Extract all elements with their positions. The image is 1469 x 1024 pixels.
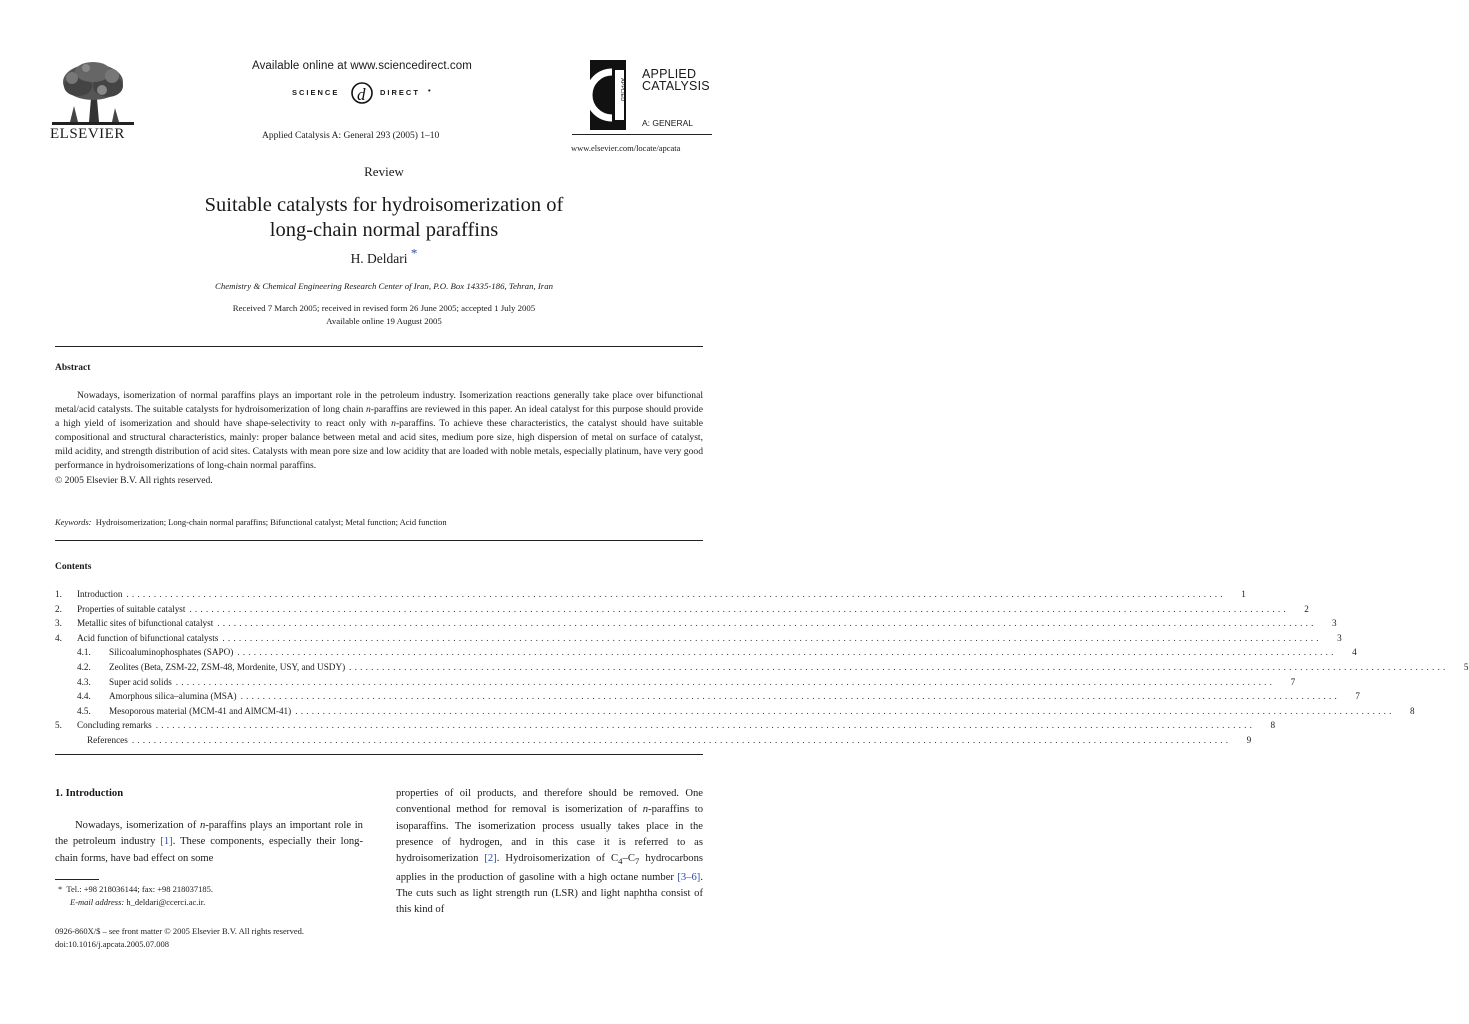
toc-leader-dots: ........................................................................................................................................................................................................ <box>131 734 1232 745</box>
footnote-contact: * Tel.: +98 218036144; fax: +98 218037185. <box>58 884 213 894</box>
toc-label: Introduction <box>77 589 123 599</box>
toc-page-number: 8 <box>1270 720 1276 731</box>
toc-leader-dots: ........................................................................................................................................................................................................ <box>189 603 1289 614</box>
toc-label: Silicoaluminophosphates (SAPO) <box>109 647 234 658</box>
journal-website-link[interactable]: www.elsevier.com/locate/apcata <box>571 143 681 153</box>
toc-entry[interactable] <box>55 632 1342 648</box>
toc-entry[interactable] <box>55 589 1246 604</box>
toc-label: Zeolites (Beta, ZSM-22, ZSM-48, Mordenite, USY, and USDY) <box>109 661 346 672</box>
toc-leader-dots: ........................................................................................................................................................................................................ <box>349 661 1449 672</box>
footnote <box>58 883 213 909</box>
journal-logo-line1: APPLIED <box>642 67 697 81</box>
toc-leader-dots: ........................................................................................................................................................................................................ <box>126 589 1226 599</box>
logo-rule <box>572 134 712 135</box>
keywords-list: Hydroisomerization; Long-chain normal paraffins; Bifunctional catalyst; Metal function; Acid function <box>95 517 447 527</box>
sd-left-word: SCIENCE <box>292 88 340 97</box>
journal-logo-line2: CATALYSIS <box>642 79 710 93</box>
contents-bottom-rule <box>55 754 703 755</box>
article-type: Review <box>364 164 404 179</box>
toc-entry[interactable] <box>55 720 1276 735</box>
toc-number: 3. <box>55 618 62 629</box>
sd-mark: • <box>428 86 433 95</box>
toc-subnumber: 4.2. <box>77 661 91 672</box>
toc-number: 1. <box>55 589 62 599</box>
abstract-heading: Abstract <box>55 363 91 373</box>
right-column-text <box>396 786 703 918</box>
toc-page-number: 8 <box>1409 705 1415 716</box>
journal-logo-subtitle: A: GENERAL <box>642 118 694 128</box>
available-online-text: Available online at www.sciencedirect.com <box>252 60 472 72</box>
toc-entry[interactable] <box>55 676 1296 692</box>
toc-leader-dots: ........................................................................................................................................................................................................ <box>237 647 1337 658</box>
toc-subnumber: 4.1. <box>77 647 91 658</box>
article-dates <box>0 302 768 328</box>
toc-page-number: 9 <box>1246 734 1252 745</box>
toc-entry[interactable] <box>55 691 1360 706</box>
toc-page-number: 3 <box>1337 632 1342 643</box>
toc-page-number: 7 <box>1290 676 1296 687</box>
article-title <box>0 193 768 243</box>
sciencedirect-logo <box>292 80 442 106</box>
available-date: Available online 19 August 2005 <box>326 316 442 326</box>
toc-number: 2. <box>55 603 62 614</box>
toc-page-number: 4 <box>1352 647 1357 658</box>
abstract-copyright: © 2005 Elsevier B.V. All rights reserved. <box>55 474 213 486</box>
footer-copyright: 0926-860X/$ – see front matter © 2005 Elsevier B.V. All rights reserved. <box>55 926 304 936</box>
table-of-contents <box>55 589 1469 750</box>
toc-page-number: 3 <box>1332 618 1337 629</box>
keywords-label: Keywords: <box>55 517 92 527</box>
page-footer <box>55 925 304 951</box>
toc-subnumber: 4.3. <box>77 676 91 687</box>
toc-leader-dots: ........................................................................................................................................................................................................ <box>217 618 1317 629</box>
contents-top-rule <box>55 540 703 541</box>
toc-page-number: 5 <box>1463 661 1469 672</box>
toc-number: 4. <box>55 632 62 643</box>
toc-leader-dots: ........................................................................................................................................................................................................ <box>175 676 1276 687</box>
sd-right-word: DIRECT <box>380 88 420 97</box>
toc-entry[interactable] <box>55 661 1469 677</box>
author-affiliation: Chemistry & Chemical Engineering Research Center of Iran, P.O. Box 14335-186, Tehran, Iran <box>214 281 554 291</box>
footnote-rule <box>55 879 99 880</box>
footnote-email: E-mail address: h_deldari@ccerci.ac.ir. <box>70 897 206 907</box>
intro-paragraph: Nowadays, isomerization of n-paraffins plays an important role in the petroleum industry [1]. These components, especially their long-chain forms, have bad effect on some <box>55 820 364 864</box>
toc-label: Concluding remarks <box>77 720 152 731</box>
author-footnote-link[interactable]: * <box>410 245 418 261</box>
toc-number: 5. <box>55 720 62 731</box>
author-line <box>0 245 768 267</box>
toc-leader-dots: ........................................................................................................................................................................................................ <box>155 720 1256 731</box>
toc-entry[interactable] <box>55 647 1357 662</box>
toc-subnumber: 4.4. <box>77 691 91 702</box>
toc-label: Super acid solids <box>109 676 172 687</box>
toc-entry[interactable] <box>55 705 1415 721</box>
ref-link-1[interactable]: [1] <box>160 836 173 848</box>
abstract-paragraph: Nowadays, isomerization of normal paraffins plays an important role in the petroleum industry. Isomerization reactions generally take place over bifunctional metal/acid catalysts. The suitable catalysts for hydroisomerization of long chain n-paraffins are reviewed in this paper. An ideal catalyst for this purpose should provide a high yield of isomerization and should have shape-selectivity to react only with n-paraffins. To achieve these characteristics, the catalyst should have suitable compositional and structural characteristics, mainly: proper balance between metal and acid sites, medium pore size, high dispersion of metal on surface of catalyst, mild acidity, and strength distribution of acid sites. Catalysts with mean pore size and low acidity that are loaded with noble metals, especially platinum, have very good performance in hydroisomerizations of long-chain normal paraffins. <box>55 390 703 472</box>
ref-link-3-6[interactable]: [3–6] <box>677 871 701 883</box>
title-line-2: long-chain normal paraffins <box>269 219 499 241</box>
author-name: H. Deldari <box>350 251 408 266</box>
toc-label: Properties of suitable catalyst <box>77 603 186 614</box>
section-heading-introduction: 1. Introduction <box>55 788 124 799</box>
publisher-name: ELSEVIER <box>50 126 125 142</box>
toc-label: Amorphous silica–alumina (MSA) <box>109 691 237 702</box>
keywords <box>55 517 447 527</box>
toc-page-number: 7 <box>1355 691 1360 702</box>
toc-leader-dots: ........................................................................................................................................................................................................ <box>222 632 1322 643</box>
ref-link-2[interactable]: [2] <box>484 853 497 865</box>
abstract-top-rule <box>55 346 703 347</box>
received-dates: Received 7 March 2005; received in revised form 26 June 2005; accepted 1 July 2005 <box>232 303 536 313</box>
toc-label: References <box>87 734 128 745</box>
toc-label: Acid function of bifunctional catalysts <box>77 632 219 643</box>
footer-doi[interactable]: doi:10.1016/j.apcata.2005.07.008 <box>55 939 170 949</box>
toc-page-number: 2 <box>1304 603 1309 614</box>
svg-text:d: d <box>357 85 366 104</box>
journal-spine-text: APPLIED <box>619 78 625 102</box>
toc-leader-dots: ........................................................................................................................................................................................................ <box>240 691 1340 702</box>
toc-entry[interactable] <box>55 618 1337 633</box>
toc-entry[interactable] <box>55 734 1252 750</box>
author-email-link[interactable]: h_deldari@ccerci.ac.ir. <box>126 897 206 907</box>
toc-leader-dots: ........................................................................................................................................................................................................ <box>295 705 1395 716</box>
left-column-text <box>55 818 363 867</box>
title-line-1: Suitable catalysts for hydroisomerization of <box>204 194 564 216</box>
toc-label: Mesoporous material (MCM-41 and AlMCM-41) <box>109 705 292 716</box>
journal-cover-logo <box>590 60 626 130</box>
toc-subnumber: 4.5. <box>77 705 91 716</box>
toc-entry[interactable] <box>55 603 1309 619</box>
toc-page-number: 1 <box>1241 589 1246 599</box>
toc-label: Metallic sites of bifunctional catalyst <box>77 618 214 629</box>
journal-logo-title <box>642 68 710 92</box>
contents-heading: Contents <box>55 562 92 572</box>
intro-paragraph-continued: properties of oil products, and therefore should be removed. One conventional method for removal is isomerization of n-paraffins to isoparaffins. The isomerization process usually takes place in the presence of hydrogen, and in this case it is referred to as hydroisomerization [2]. Hydroisomerization of $C_4-C_7$ hydrocarbons applies in the production of gasoline with a high octane number [3–6]. The cuts such as light strength run (LSR) and light naphtha consist of this kind of <box>396 788 704 916</box>
sciencedirect-d-icon <box>348 80 376 106</box>
journal-reference: Applied Catalysis A: General 293 (2005) 1–10 <box>262 131 440 141</box>
abstract-body <box>55 389 703 488</box>
